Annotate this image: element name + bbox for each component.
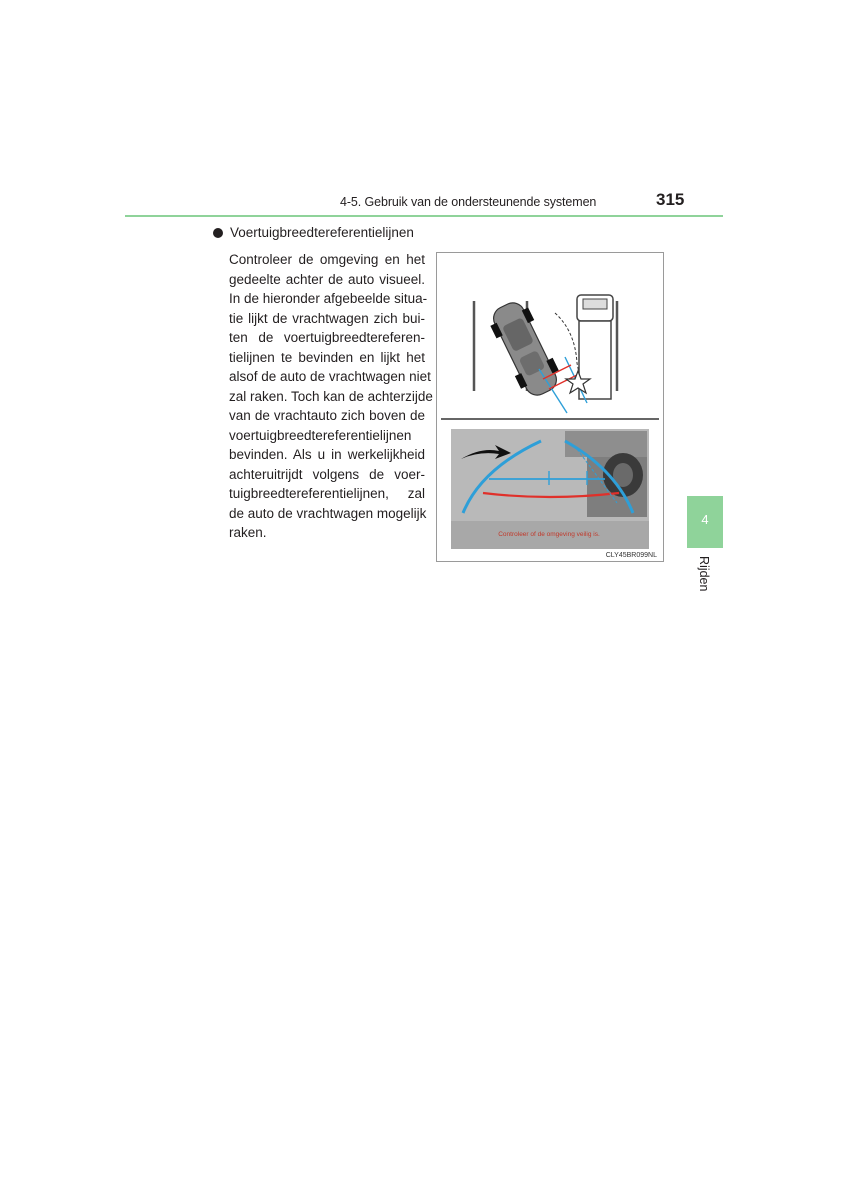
- parking-illustration: [437, 253, 663, 561]
- paragraph-line: alsof de auto de vrachtwagen niet: [229, 369, 431, 384]
- paragraph-line: van de vrachtauto zich boven de: [229, 408, 425, 423]
- paragraph-line: Controleer de omgeving en het: [229, 252, 425, 267]
- paragraph-line: tuigbreedtereferentielijnen, zal: [229, 486, 425, 501]
- section-title: 4-5. Gebruik van de ondersteunende systemen: [340, 195, 597, 209]
- paragraph-line: In de hieronder afgebeelde situa-: [229, 291, 428, 306]
- paragraph-line: bevinden. Als u in werkelijkheid: [229, 447, 425, 462]
- paragraph-line: gedeelte achter de auto visueel.: [229, 271, 425, 287]
- paragraph-line: de auto de vrachtwagen mogelijk: [229, 505, 427, 521]
- paragraph-line: achteruitrijdt volgens de voer-: [229, 466, 425, 482]
- chapter-tab: [687, 496, 723, 548]
- illustration-figure: [436, 252, 664, 562]
- screen-warning-message: Controleer of de omgeving veilig is.: [498, 531, 600, 538]
- paragraph-line: voertuigbreedtereferentielijnen: [229, 427, 412, 443]
- bullet-heading: Voertuigbreedtereferentielijnen: [230, 225, 414, 240]
- car-top-view: [485, 297, 565, 402]
- paragraph-line: raken.: [229, 525, 267, 540]
- paragraph-line: ten de voertuigbreedtereferen-: [229, 330, 425, 345]
- body-paragraph: [229, 250, 433, 543]
- chapter-number: 4: [701, 512, 709, 527]
- page-number: 315: [656, 190, 685, 209]
- paragraph-line: tie lijkt de vrachtwagen zich bui-: [229, 310, 425, 326]
- chapter-label: Rijden: [697, 556, 711, 592]
- figure-code: CLY45BR099NL: [605, 552, 657, 559]
- paragraph-line: zal raken. Toch kan de achterzijde: [229, 388, 433, 404]
- bullet-dot-icon: [213, 228, 223, 238]
- paragraph-line: tielijnen te bevinden en lijkt het: [229, 349, 425, 365]
- header-rule: [125, 215, 723, 217]
